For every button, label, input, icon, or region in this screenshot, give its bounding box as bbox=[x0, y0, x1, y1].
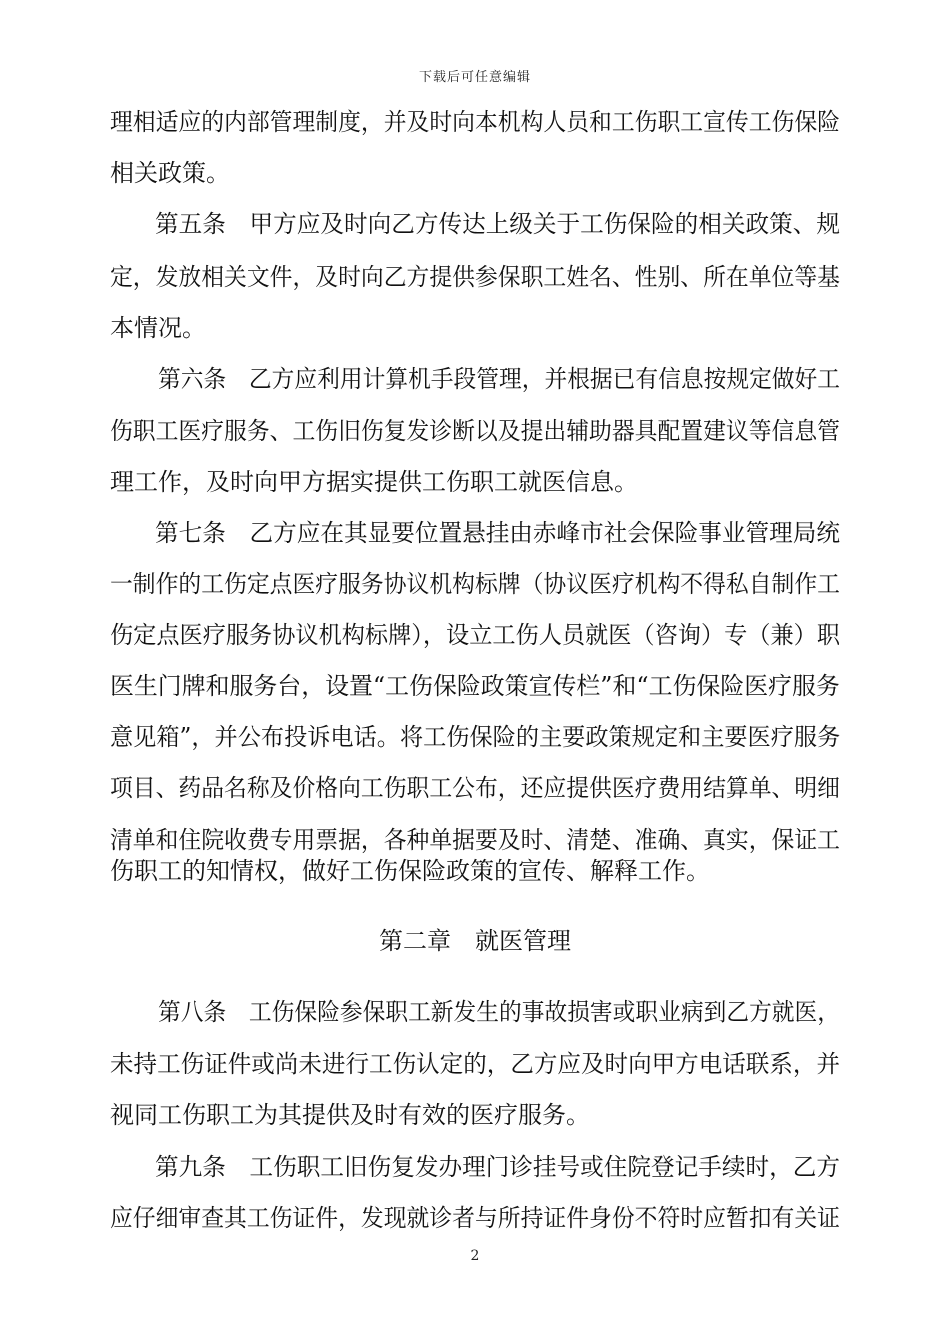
text-line: 伤职工的知情权，做好工伤保险政策的宣传、解释工作。 bbox=[110, 857, 710, 885]
text-line: 一制作的工伤定点医疗服务协议机构标牌（协议医疗机构不得私自制作工 bbox=[110, 570, 840, 598]
article-7-heading-line: 第七条 乙方应在其显要位置悬挂由赤峰市社会保险事业管理局统 bbox=[155, 519, 840, 547]
page-header: 下载后可任意编辑 bbox=[418, 70, 531, 85]
text-line: 意见箱”，并公布投诉电话。将工伤保险的主要政策规定和主要医疗服务 bbox=[110, 723, 841, 751]
chapter-title: 第二章 就医管理 bbox=[379, 927, 571, 955]
text-line: 项目、药品名称及价格向工伤职工公布，还应提供医疗费用结算单、明细 bbox=[110, 774, 840, 802]
text-line: 相关政策。 bbox=[110, 159, 230, 187]
text-line: 清单和住院收费专用票据，各种单据要及时、清楚、准确、真实，保证工 bbox=[110, 826, 840, 854]
text-line: 伤定点医疗服务协议机构标牌），设立工伤人员就医（咨询）专（兼）职 bbox=[110, 621, 840, 649]
text-line: 本情况。 bbox=[110, 314, 206, 342]
article-8-heading-line: 第八条 工伤保险参保职工新发生的事故损害或职业病到乙方就医， bbox=[158, 998, 840, 1026]
text-line: 视同工伤职工为其提供及时有效的医疗服务。 bbox=[110, 1101, 590, 1129]
text-line: 伤职工医疗服务、工伤旧伤复发诊断以及提出辅助器具配置建议等信息管 bbox=[110, 417, 840, 445]
article-6-heading-line: 第六条 乙方应利用计算机手段管理，并根据已有信息按规定做好工 bbox=[158, 365, 840, 393]
text-line: 医生门牌和服务台，设置“工伤保险政策宣传栏”和“工伤保险医疗服务 bbox=[110, 672, 840, 700]
article-5-heading-line: 第五条 甲方应及时向乙方传达上级关于工伤保险的相关政策、规 bbox=[155, 210, 840, 238]
text-line: 定，发放相关文件，及时向乙方提供参保职工姓名、性别、所在单位等基 bbox=[110, 263, 840, 291]
text-line: 未持工伤证件或尚未进行工伤认定的，乙方应及时向甲方电话联系，并 bbox=[110, 1050, 840, 1078]
article-9-heading-line: 第九条 工伤职工旧伤复发办理门诊挂号或住院登记手续时，乙方 bbox=[155, 1153, 840, 1181]
page-number: 2 bbox=[470, 1248, 480, 1264]
text-line: 理相适应的内部管理制度，并及时向本机构人员和工伤职工宣传工伤保险 bbox=[110, 108, 840, 136]
text-line: 理工作，及时向甲方据实提供工伤职工就医信息。 bbox=[110, 468, 638, 496]
text-line: 应仔细审查其工伤证件，发现就诊者与所持证件身份不符时应暂扣有关证 bbox=[110, 1204, 840, 1232]
